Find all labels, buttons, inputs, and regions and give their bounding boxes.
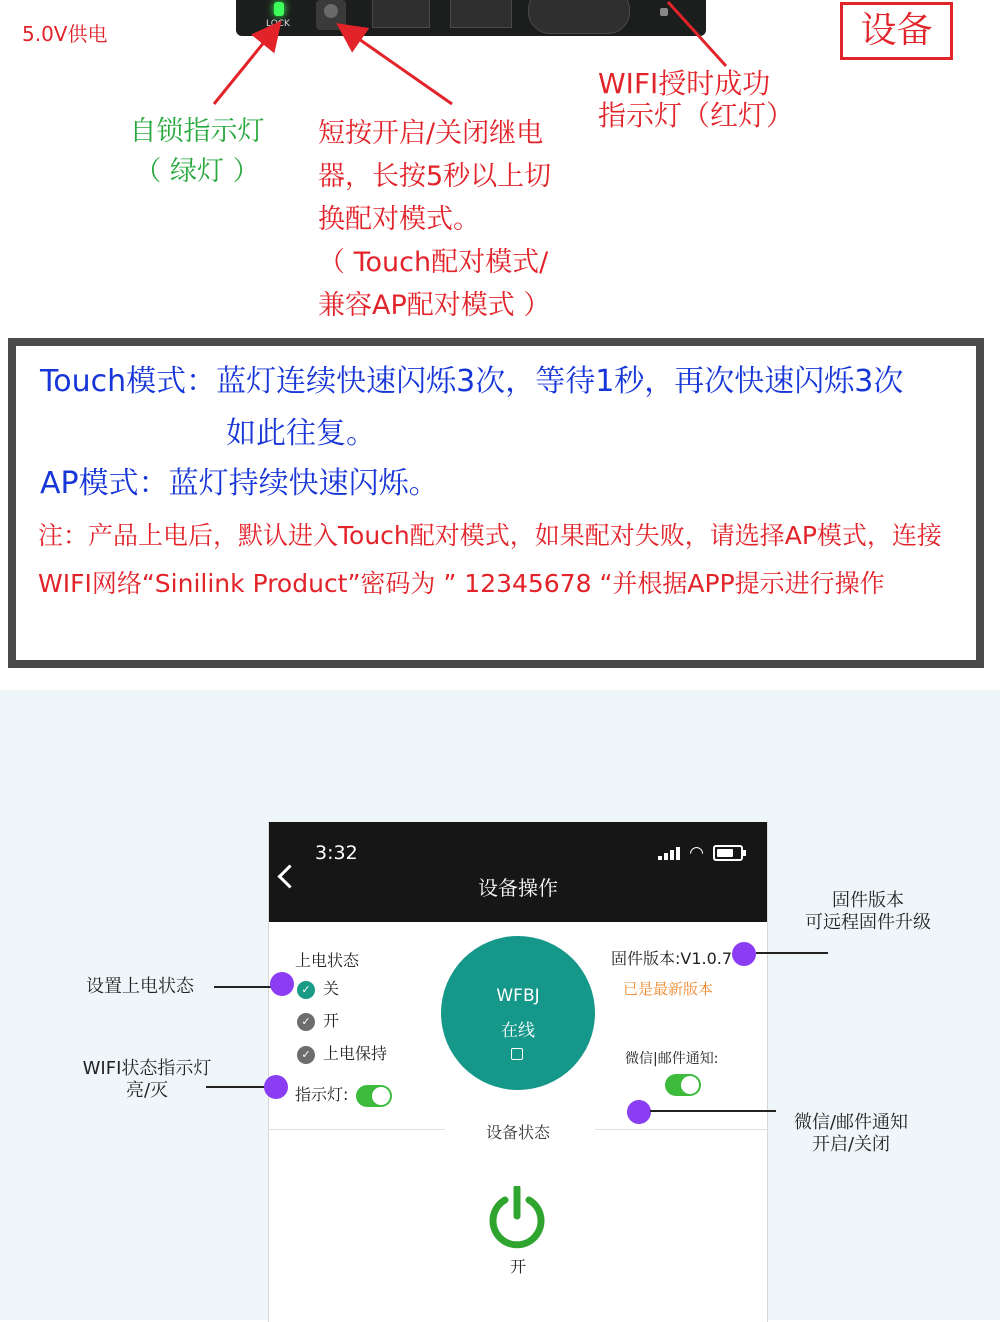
button-desc-line: 器，长按5秒以上切 bbox=[318, 161, 552, 192]
wechat-label: 微信|邮件通知: bbox=[625, 1051, 719, 1067]
ap-mode-text: AP模式：蓝灯持续快速闪烁。 bbox=[40, 466, 439, 501]
firmware-version: 固件版本:V1.0.7 bbox=[611, 949, 733, 968]
lock-led-label bbox=[112, 112, 282, 192]
power-button-label: 开 bbox=[509, 1257, 526, 1276]
button-desc-line: 换配对模式。 bbox=[318, 204, 480, 235]
annotation-line-text: 亮/灭 bbox=[125, 1080, 169, 1101]
device-online: 在线 bbox=[501, 1021, 535, 1041]
annotation-set-power: 设置上电状态 bbox=[86, 976, 194, 997]
page-title: 设备操作 bbox=[478, 876, 558, 900]
indicator-label: 指示灯: bbox=[295, 1085, 349, 1104]
power-option-keep[interactable] bbox=[297, 1041, 387, 1064]
annotation-dot bbox=[270, 972, 294, 996]
touch-mode-text: Touch模式：蓝灯连续快速闪烁3次，等待1秒，再次快速闪烁3次 bbox=[40, 364, 904, 399]
annotation-wifi-led bbox=[74, 1058, 220, 1102]
arrow-button bbox=[346, 30, 452, 104]
device-state-label: 设备状态 bbox=[485, 1123, 550, 1142]
wechat-toggle-wrap bbox=[665, 1074, 701, 1096]
annotation-line-text: 固件版本 bbox=[832, 890, 904, 911]
wifi-icon: ◠ bbox=[689, 842, 704, 863]
annotation-dot bbox=[627, 1100, 651, 1124]
button-description bbox=[318, 112, 588, 327]
battery-icon bbox=[713, 845, 743, 861]
annotation-line bbox=[206, 1086, 266, 1088]
annotation-firmware bbox=[796, 890, 940, 934]
wifi-led-label bbox=[598, 68, 828, 132]
check-icon: ✓ bbox=[297, 1046, 315, 1064]
device-name: WFBJ bbox=[496, 986, 540, 1006]
board-lock-label: LOCK bbox=[266, 19, 290, 29]
annotation-line bbox=[214, 986, 274, 988]
status-time: 3:32 bbox=[315, 842, 358, 864]
pairing-note: 注：产品上电后，默认进入Touch配对模式，如果配对失败，请选择AP模式，连接WIFI网络“Sinilink Product”密码为 ” 12345678 “并根据APP提示进行操作 bbox=[38, 521, 942, 598]
power-option-off[interactable] bbox=[297, 976, 339, 999]
annotation-line-text: WIFI状态指示灯 bbox=[82, 1058, 212, 1079]
annotation-wechat bbox=[786, 1112, 916, 1156]
check-icon: ✓ bbox=[297, 981, 315, 999]
button-desc-line: 兼容AP配对模式 ） bbox=[318, 290, 551, 321]
lock-led-line: 自锁指示灯 bbox=[129, 116, 265, 147]
app-section bbox=[0, 690, 1000, 1320]
option-label: 开 bbox=[323, 1011, 340, 1030]
annotation-line bbox=[756, 952, 828, 954]
status-icons bbox=[658, 842, 743, 863]
option-label: 关 bbox=[323, 979, 340, 998]
annotation-dot bbox=[732, 942, 756, 966]
annotation-line-text: 微信/邮件通知 bbox=[793, 1112, 909, 1133]
button-desc-line: 短按开启/关闭继电 bbox=[318, 118, 544, 149]
annotation-dot bbox=[264, 1075, 288, 1099]
button-desc-line: （ Touch配对模式/ bbox=[318, 247, 549, 278]
app-header bbox=[269, 822, 767, 922]
annotation-line-text: 可远程固件升级 bbox=[805, 912, 931, 933]
wifi-led-line: WIFI授时成功 bbox=[598, 67, 771, 100]
annotation-line-text: 开启/关闭 bbox=[811, 1134, 891, 1155]
device-label: 设备 bbox=[840, 2, 953, 60]
annotation-line bbox=[650, 1110, 776, 1112]
touch-mode-text-cont: 如此往复。 bbox=[226, 416, 376, 451]
lock-led-line: （ 绿灯 ） bbox=[134, 156, 260, 187]
indicator-toggle[interactable] bbox=[356, 1085, 392, 1107]
power-icon bbox=[485, 1186, 549, 1250]
mode-notes-box bbox=[8, 338, 984, 668]
wechat-toggle[interactable] bbox=[665, 1074, 701, 1096]
wifi-led-line: 指示灯（红灯） bbox=[598, 99, 795, 132]
edit-icon[interactable] bbox=[511, 1048, 523, 1060]
power-label: 5.0V供电 bbox=[22, 22, 108, 46]
check-icon: ✓ bbox=[297, 1013, 315, 1031]
device-status-circle[interactable] bbox=[441, 936, 595, 1090]
signal-icon bbox=[658, 846, 680, 860]
firmware-status: 已是最新版本 bbox=[623, 980, 714, 998]
option-label: 上电保持 bbox=[323, 1044, 388, 1063]
indicator-row bbox=[295, 1082, 392, 1107]
power-state-title: 上电状态 bbox=[295, 951, 360, 970]
phone-screen bbox=[268, 822, 768, 1322]
arrow-lock bbox=[214, 30, 274, 104]
power-option-on[interactable] bbox=[297, 1008, 339, 1031]
power-button[interactable] bbox=[485, 1186, 549, 1250]
arrow-wifi-led bbox=[668, 2, 726, 66]
